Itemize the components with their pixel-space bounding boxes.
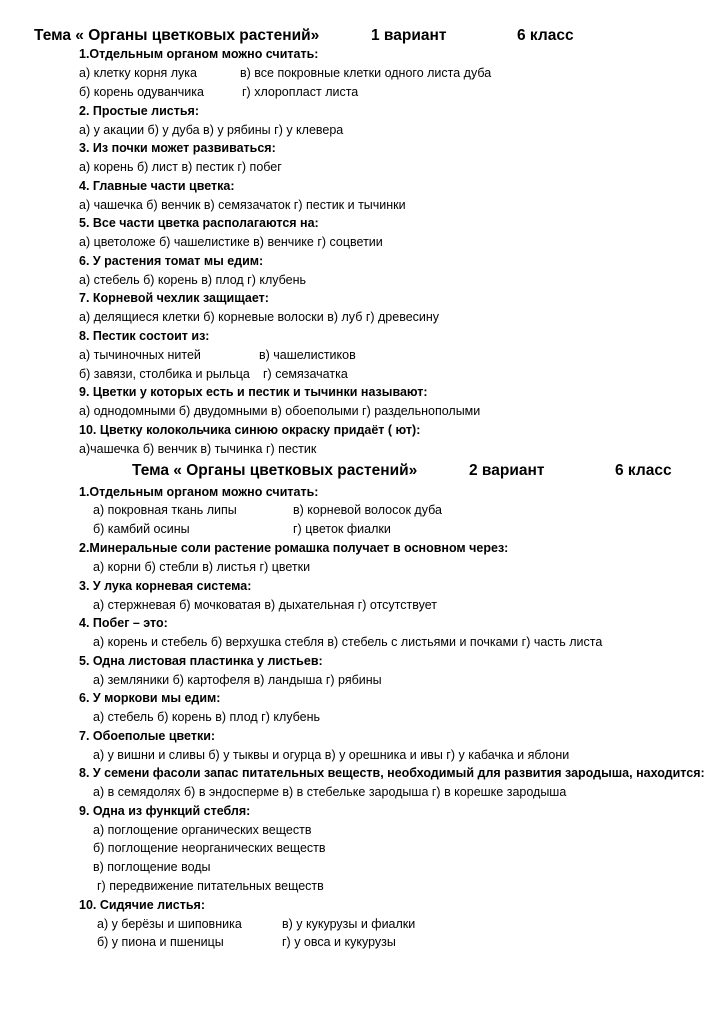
- variant2-title: Тема « Органы цветковых растений»: [132, 462, 418, 479]
- v2-q4: 4. Побег – это:: [79, 616, 168, 630]
- v2-q9-g: г) передвижение питательных веществ: [97, 879, 324, 893]
- v1-q8-a: а) тычиночных нитей: [79, 348, 201, 362]
- v2-q5-answers: а) земляники б) картофеля в) ландыша г) рябины: [93, 673, 382, 687]
- v1-q2: 2. Простые листья:: [79, 104, 200, 118]
- v1-q5: 5. Все части цветка располагаются на:: [79, 216, 319, 230]
- v2-q8: 8. У семени фасоли запас питательных веществ, необходимый для развития зародыша, находится:: [79, 766, 705, 780]
- variant2-grade: 6 класс: [615, 462, 672, 479]
- v2-q9-a: а) поглощение органических веществ: [93, 823, 312, 837]
- v2-q1-g: г) цветок фиалки: [293, 522, 391, 536]
- v1-q6-answers: а) стебель б) корень в) плод г) клубень: [79, 273, 307, 287]
- v2-q2: 2.Минеральные соли растение ромашка получает в основном через:: [79, 541, 509, 555]
- v1-q9-answers: а) однодомными б) двудомными в) обоеполыми г) раздельнополыми: [79, 404, 481, 418]
- v2-q8-answers: а) в семядолях б) в эндосперме в) в стебельке зародыша г) в корешке зародыша: [93, 785, 567, 799]
- v2-q9-v: в) поглощение воды: [93, 860, 211, 874]
- v1-q8: 8. Пестик состоит из:: [79, 329, 210, 343]
- v2-q7: 7. Обоеполые цветки:: [79, 729, 216, 743]
- v2-q7-answers: а) у вишни и сливы б) у тыквы и огурца в) у орешника и ивы г) у кабачка и яблони: [93, 748, 570, 762]
- variant1-title: Тема « Органы цветковых растений»: [34, 27, 320, 44]
- v1-q2-answers: а) у акации б) у дуба в) у рябины г) у клевера: [79, 123, 344, 137]
- v2-q1-a: а) покровная ткань липы: [93, 503, 237, 517]
- v1-q6: 6. У растения томат мы едим:: [79, 254, 264, 268]
- v1-q1: 1.Отдельным органом можно считать:: [79, 47, 319, 61]
- v2-q6: 6. У моркови мы едим:: [79, 691, 221, 705]
- v1-q1-a: а) клетку корня лука: [79, 66, 197, 80]
- v1-q8-b: б) завязи, столбика и рыльца: [79, 367, 250, 381]
- v2-q1-b: б) камбий осины: [93, 522, 190, 536]
- v1-q7-answers: а) делящиеся клетки б) корневые волоски в) луб г) древесину: [79, 310, 440, 324]
- v2-q1: 1.Отдельным органом можно считать:: [79, 485, 319, 499]
- v1-q4: 4. Главные части цветка:: [79, 179, 235, 193]
- v1-q1-v: в) все покровные клетки одного листа дуба: [240, 66, 492, 80]
- v1-q10: 10. Цветку колокольчика синюю окраску придаёт ( ют):: [79, 423, 421, 437]
- v1-q7: 7. Корневой чехлик защищает:: [79, 291, 269, 305]
- v2-q3-answers: а) стержневая б) мочковатая в) дыхательная г) отсутствует: [93, 598, 437, 612]
- v1-q9: 9. Цветки у которых есть и пестик и тычинки называют:: [79, 385, 428, 399]
- v2-q3: 3. У лука корневая система:: [79, 579, 252, 593]
- v2-q10-g: г) у овса и кукурузы: [282, 935, 396, 949]
- v1-q8-v: в) чашелистиков: [259, 348, 356, 362]
- v2-q5: 5. Одна листовая пластинка у листьев:: [79, 654, 323, 668]
- v1-q1-g: г) хлоропласт листа: [242, 85, 359, 99]
- v2-q4-answers: а) корень и стебель б) верхушка стебля в) стебель с листьями и почками г) часть листа: [93, 635, 603, 649]
- v2-q9-b: б) поглощение неорганических веществ: [93, 841, 326, 855]
- variant2-number: 2 вариант: [469, 462, 545, 479]
- v1-q3: 3. Из почки может развиваться:: [79, 141, 276, 155]
- v2-q10: 10. Сидячие листья:: [79, 898, 205, 912]
- v1-q1-b: б) корень одуванчика: [79, 85, 204, 99]
- variant1-grade: 6 класс: [517, 27, 574, 44]
- v2-q10-b: б) у пиона и пшеницы: [97, 935, 224, 949]
- v1-q5-answers: а) цветоложе б) чашелистике в) венчике г) соцветии: [79, 235, 383, 249]
- v1-q10-answers: а)чашечка б) венчик в) тычинка г) пестик: [79, 442, 317, 456]
- v2-q10-a: а) у берёзы и шиповника: [97, 917, 242, 931]
- v1-q4-answers: а) чашечка б) венчик в) семязачаток г) пестик и тычинки: [79, 198, 406, 212]
- v2-q6-answers: а) стебель б) корень в) плод г) клубень: [93, 710, 321, 724]
- v2-q1-v: в) корневой волосок дуба: [293, 503, 442, 517]
- v1-q3-answers: а) корень б) лист в) пестик г) побег: [79, 160, 282, 174]
- v2-q9: 9. Одна из функций стебля:: [79, 804, 251, 818]
- v2-q10-v: в) у кукурузы и фиалки: [282, 917, 416, 931]
- v1-q8-g: г) семязачатка: [263, 367, 348, 381]
- variant1-number: 1 вариант: [371, 27, 447, 44]
- v2-q2-answers: а) корни б) стебли в) листья г) цветки: [93, 560, 311, 574]
